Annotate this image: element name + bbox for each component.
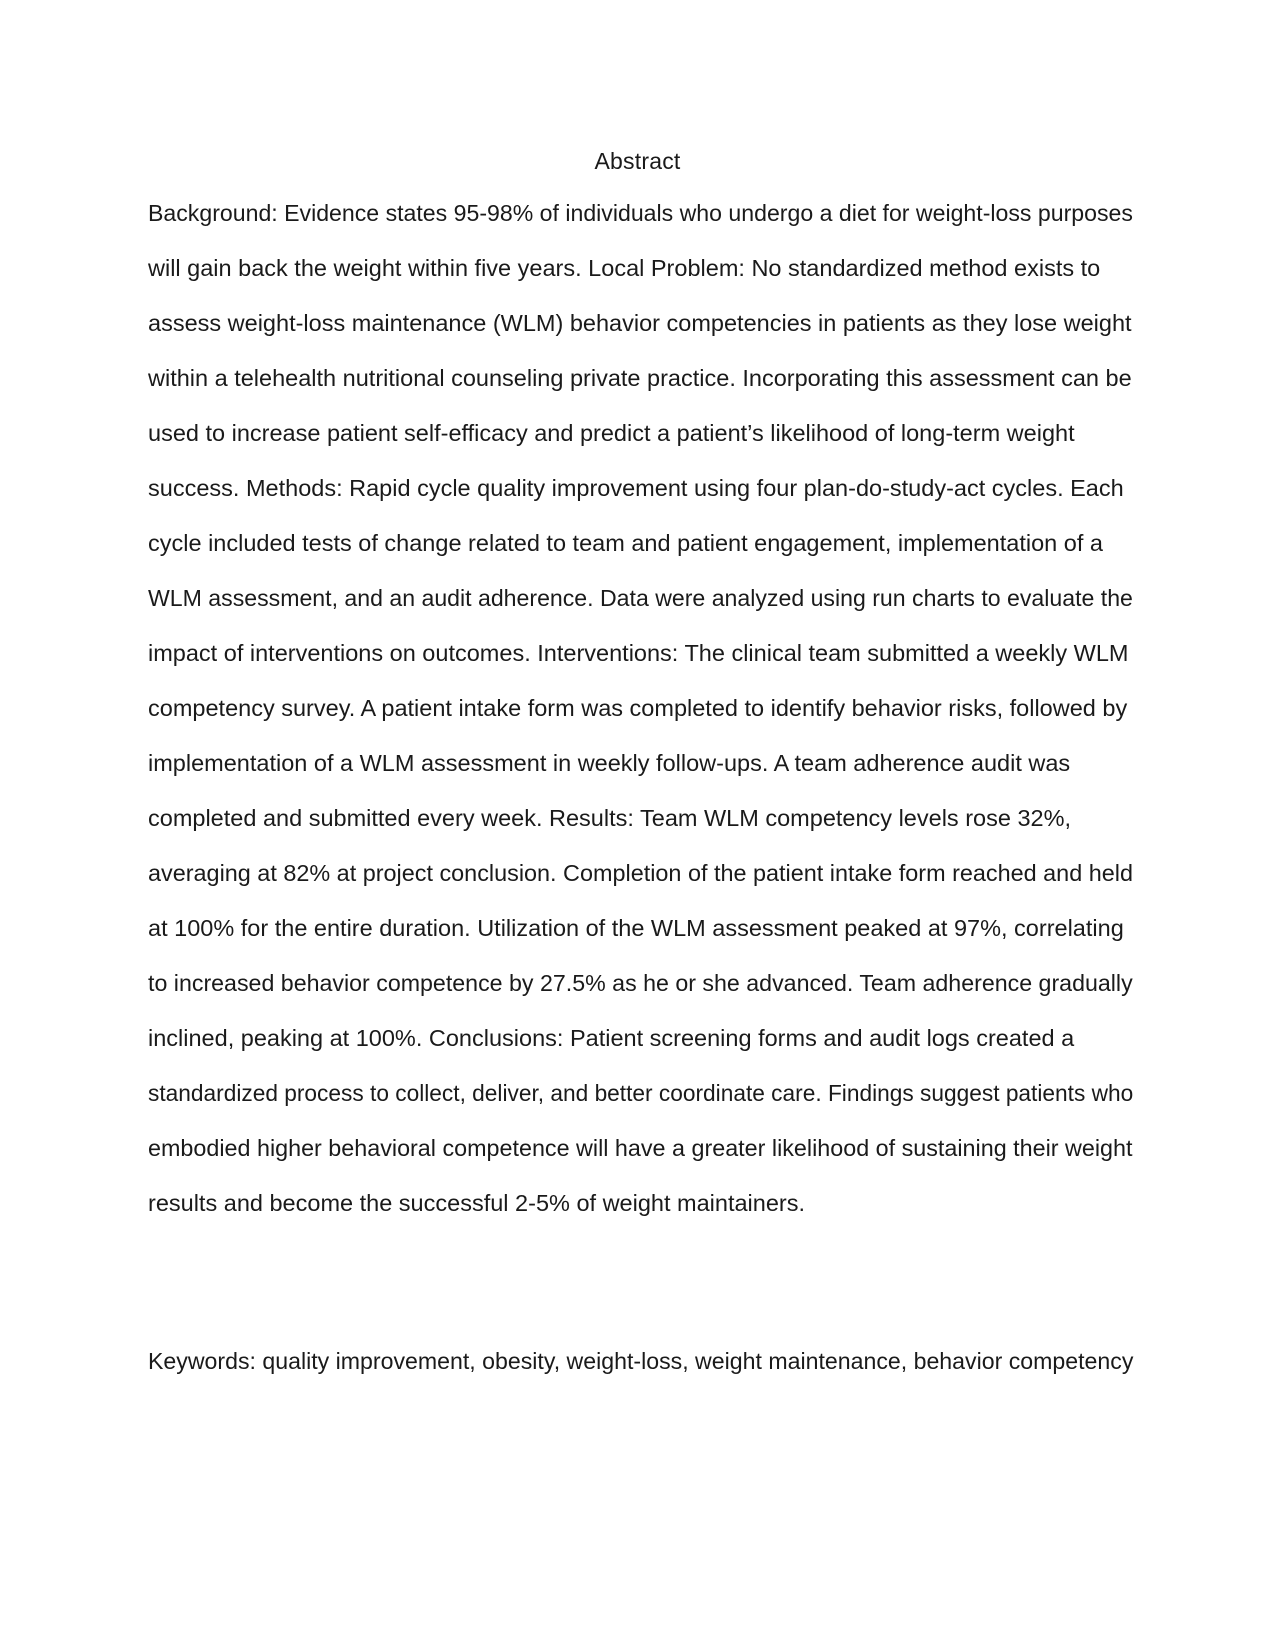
abstract-title: Abstract	[594, 148, 681, 174]
abstract-line: Background: Evidence states 95-98% of individuals who undergo a diet for weight-loss purposes	[148, 200, 1133, 226]
abstract-line: cycle included tests of change related to team and patient engagement, implementation of a	[148, 530, 1103, 556]
abstract-line: implementation of a WLM assessment in weekly follow-ups. A team adherence audit was	[148, 750, 1071, 776]
abstract-line: will gain back the weight within five years. Local Problem: No standardized method exists to	[148, 255, 1101, 281]
abstract-line: completed and submitted every week. Results: Team WLM competency levels rose 32%,	[148, 805, 1072, 831]
abstract-line: results and become the successful 2-5% of weight maintainers.	[148, 1190, 806, 1216]
abstract-line: averaging at 82% at project conclusion. Completion of the patient intake form reached and held	[148, 860, 1133, 886]
abstract-line: to increased behavior competence by 27.5% as he or she advanced. Team adherence gradually	[148, 970, 1133, 996]
abstract-line: within a telehealth nutritional counseling private practice. Incorporating this assessment can be	[148, 365, 1132, 391]
abstract-line: at 100% for the entire duration. Utilization of the WLM assessment peaked at 97%, correlating	[148, 915, 1124, 941]
abstract-line: WLM assessment, and an audit adherence. Data were analyzed using run charts to evaluate the	[148, 585, 1133, 611]
abstract-line: embodied higher behavioral competence will have a greater likelihood of sustaining their weight	[148, 1135, 1133, 1161]
abstract-line: inclined, peaking at 100%. Conclusions: Patient screening forms and audit logs created a	[148, 1025, 1075, 1051]
abstract-line: used to increase patient self-efficacy and predict a patient’s likelihood of long-term weight	[148, 420, 1075, 446]
keywords-line: Keywords: quality improvement, obesity, weight-loss, weight maintenance, behavior competency	[148, 1348, 1134, 1374]
abstract-line: competency survey. A patient intake form was completed to identify behavior risks, followed by	[148, 695, 1128, 721]
abstract-line: assess weight-loss maintenance (WLM) behavior competencies in patients as they lose weight	[148, 310, 1132, 336]
abstract-line: standardized process to collect, deliver, and better coordinate care. Findings suggest patients who	[148, 1080, 1134, 1106]
abstract-line: impact of interventions on outcomes. Interventions: The clinical team submitted a weekly WLM	[148, 640, 1129, 666]
abstract-line: success. Methods: Rapid cycle quality improvement using four plan-do-study-act cycles. Each	[148, 475, 1124, 501]
